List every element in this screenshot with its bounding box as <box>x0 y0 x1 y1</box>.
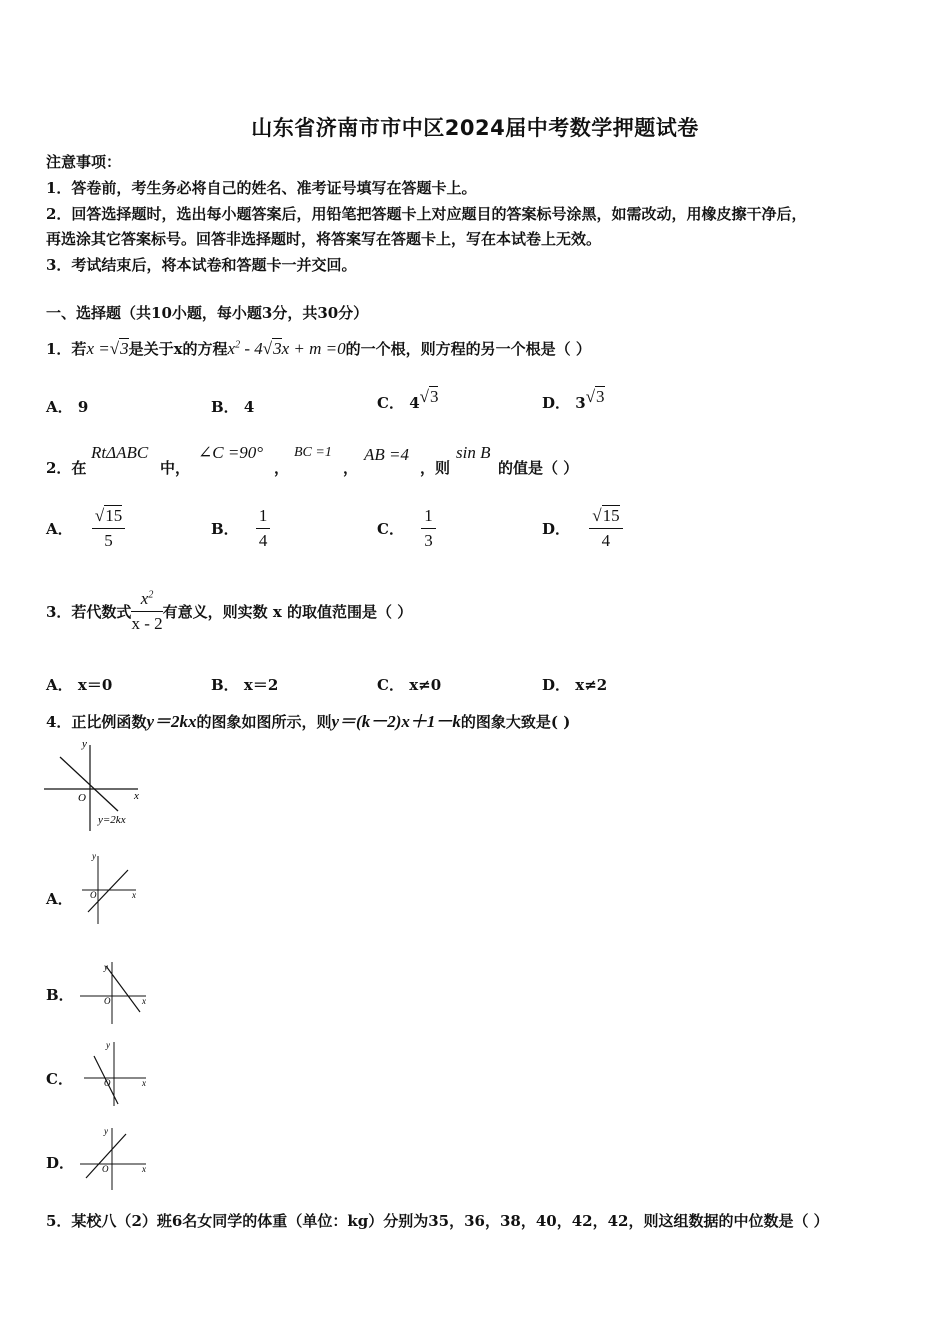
ref-line-label: y=2kx <box>98 814 126 826</box>
svg-text:O: O <box>90 890 97 900</box>
svg-text:y: y <box>92 851 96 861</box>
notice-item-2-cont: 再选涂其它答案标号。回答非选择题时，将答案写在答题卡上，写在本试卷上无效。 <box>46 230 602 248</box>
q1-option-b[interactable]: B． 4 <box>211 398 255 416</box>
question-5: 5．某校八（2）班6名女同学的体重（单位：kg）分别为35，36，38，40，42，42，则这组数据的中位数是（ ） <box>46 1212 829 1230</box>
q3-fraction: $\frac{x^2}{x - 2}$ <box>131 589 163 633</box>
q2-triangle: RtΔABC <box>91 443 149 462</box>
q4-option-d-label[interactable]: D． <box>46 1154 75 1172</box>
q3-option-c[interactable]: C． x≠0 <box>377 676 442 694</box>
q2-option-c[interactable]: C． $\frac{1}{3}$ <box>377 506 436 551</box>
q4-option-b-graph[interactable] <box>80 958 152 1026</box>
svg-text:x: x <box>132 890 136 900</box>
svg-text:y: y <box>104 1126 108 1136</box>
q2-text-4: ，则 <box>420 459 451 477</box>
notice-item-3: 3．考试结束后，将本试卷和答题卡一并交回。 <box>46 256 357 274</box>
q2-bc: BC =1 <box>294 445 332 460</box>
q2-option-d[interactable]: D． $\frac{√15}{4}$ <box>542 506 623 551</box>
q1-option-c[interactable]: C． 4√3 <box>377 387 439 412</box>
ref-origin-label: O <box>78 792 86 804</box>
q1-prefix: 1．若 <box>46 340 87 358</box>
svg-text:x: x <box>142 996 146 1006</box>
q1-condition: x =√3 <box>86 339 129 358</box>
q2-ab: AB =4 <box>364 445 409 464</box>
ref-x-label: x <box>134 790 139 802</box>
q1-suffix: 的一个根，则方程的另一个根是（ ） <box>345 340 591 358</box>
q2-angle: ∠C =90° <box>198 443 264 462</box>
svg-text:x: x <box>142 1078 146 1088</box>
q1-equation: $x^2 - 4√3x + m =0$ <box>227 339 346 358</box>
svg-text:y: y <box>106 1040 110 1050</box>
q4-option-c-label[interactable]: C． <box>46 1070 73 1088</box>
q1-mid: 是关于x的方程 <box>128 340 228 358</box>
q3-option-b[interactable]: B． x＝2 <box>211 676 279 694</box>
notice-item-1: 1．答卷前，考生务必将自己的姓名、准考证号填写在答题卡上。 <box>46 179 477 197</box>
section-heading: 一、选择题（共10小题，每小题3分，共30分） <box>46 304 369 322</box>
q4-option-b-label[interactable]: B． <box>46 986 74 1004</box>
q2-prefix: 2．在 <box>46 459 87 477</box>
ref-y-label: y <box>82 738 87 750</box>
svg-text:x: x <box>142 1164 146 1174</box>
svg-text:O: O <box>104 1078 111 1088</box>
q2-text-2: ， <box>274 459 290 477</box>
q2-option-a[interactable]: A． $\frac{√15}{5}$ <box>46 506 125 551</box>
q4-option-d-graph[interactable] <box>80 1124 152 1192</box>
q3-option-a[interactable]: A． x＝0 <box>46 676 113 694</box>
notice-item-2: 2．回答选择题时，选出每小题答案后，用铅笔把答题卡上对应题目的答案标号涂黑，如需改动，用橡皮擦干净后， <box>46 205 807 223</box>
question-4: 4．正比例函数y＝2kx的图象如图所示，则y＝(k－2)x＋1－k的图象大致是( ) <box>46 712 571 731</box>
svg-text:O: O <box>104 996 111 1006</box>
q4-option-a-label[interactable]: A． <box>46 890 73 908</box>
question-3: 3．若代数式 $\frac{x^2}{x - 2}$ 有意义，则实数 x 的取值范围是（ ） <box>46 589 413 633</box>
q4-option-c-graph[interactable] <box>80 1038 152 1108</box>
q1-option-d[interactable]: D． 3√3 <box>542 387 605 412</box>
notice-heading: 注意事项： <box>46 153 122 171</box>
q2-suffix: 的值是（ ） <box>498 459 579 477</box>
q4-option-a-graph[interactable] <box>82 850 142 926</box>
q2-sinb: sin B <box>456 443 491 462</box>
svg-text:y: y <box>104 962 108 972</box>
q1-option-a[interactable]: A． 9 <box>46 398 89 416</box>
q4-reference-graph <box>44 737 148 833</box>
question-1 <box>46 338 591 359</box>
q2-text-1: 中， <box>160 459 191 477</box>
q2-text-3: ， <box>343 459 359 477</box>
q2-option-b[interactable]: B． $\frac{1}{4}$ <box>211 506 270 551</box>
q3-option-d[interactable]: D． x≠2 <box>542 676 608 694</box>
page-title: 山东省济南市市中区2024届中考数学押题试卷 <box>251 116 699 140</box>
svg-text:O: O <box>102 1164 109 1174</box>
